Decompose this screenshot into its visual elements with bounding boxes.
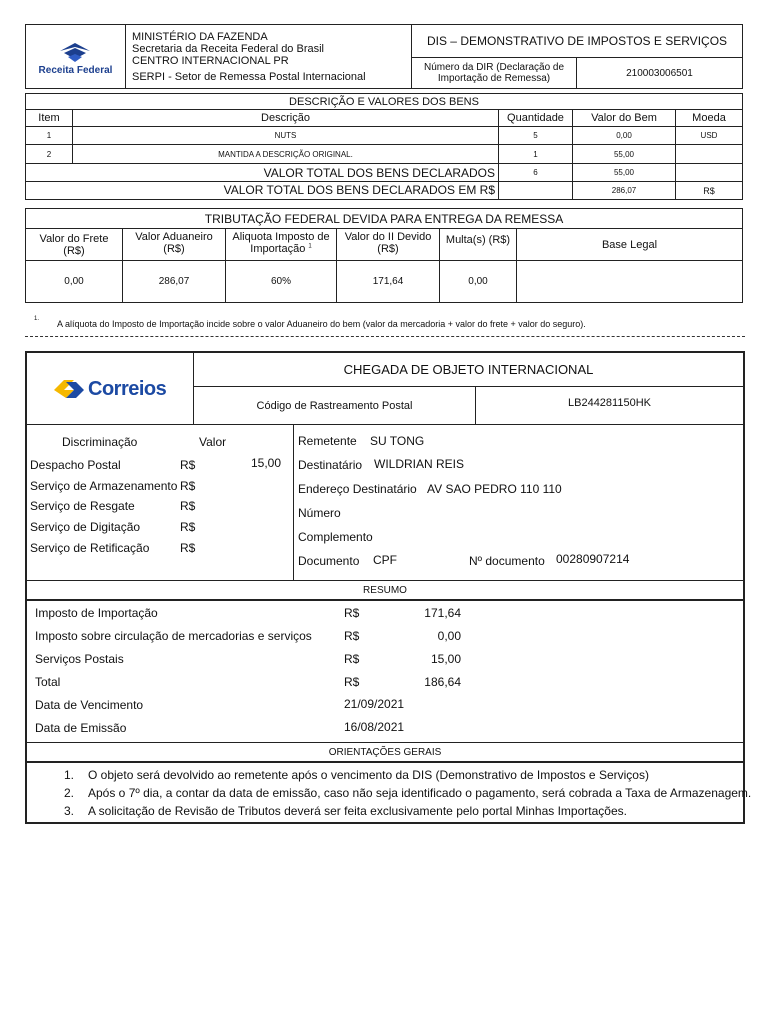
resumo-row-3-currency: R$ xyxy=(344,652,360,666)
goods-header-desc: Descrição xyxy=(72,109,499,127)
tax-frete-value: 0,00 xyxy=(25,260,123,303)
goods-total-currency xyxy=(675,163,743,182)
goods-row-1-item: 1 xyxy=(25,126,73,145)
doc-title: DIS – DEMONSTRATIVO DE IMPOSTOS E SERVIÇOS xyxy=(411,24,743,58)
goods-total-qty: 6 xyxy=(498,163,573,182)
tracking-label: Código de Rastreamento Postal xyxy=(256,399,413,412)
tax-header-aduaneiro xyxy=(122,228,226,261)
services-header-discriminacao: Discriminação xyxy=(62,435,138,449)
service-3-label: Serviço de Resgate xyxy=(30,499,135,513)
footnote-mark: 1. xyxy=(34,316,40,322)
dir-number: 210003006501 xyxy=(576,57,743,89)
tax-header-multa: Multa(s) (R$) xyxy=(439,228,517,261)
service-5-label: Serviço de Retificação xyxy=(30,541,150,555)
goods-total-brl-label: VALOR TOTAL DOS BENS DECLARADOS EM R$ xyxy=(25,181,499,200)
service-1-currency: R$ xyxy=(180,458,196,472)
resumo-title: RESUMO xyxy=(363,584,407,596)
tax-title: TRIBUTAÇÃO FEDERAL DEVIDA PARA ENTREGA DA REMESSA xyxy=(25,208,743,229)
orientacao-1-number: 1. xyxy=(64,768,75,782)
resumo-title-rule xyxy=(27,599,743,601)
resumo-row-4-label: Total xyxy=(35,675,61,689)
endereco-label: Endereço Destinatário xyxy=(298,482,417,496)
goods-header-value: Valor do Bem xyxy=(572,109,676,127)
orientacao-1-text: O objeto será devolvido ao remetente após o vencimento da DIS (Demonstrativo de Impostos e Serviços) xyxy=(88,768,649,782)
orientacao-3-number: 3. xyxy=(64,804,75,818)
tax-header-frete-2: (R$) xyxy=(63,245,85,257)
correios-logo-text: Correios xyxy=(88,378,167,400)
tax-aduaneiro-value: 286,07 xyxy=(122,260,226,303)
documento-value: CPF xyxy=(373,553,397,567)
tax-aliquota-value: 60% xyxy=(225,260,337,303)
goods-header-item: Item xyxy=(25,109,73,127)
service-3-currency: R$ xyxy=(180,499,196,513)
tax-header-aliquota xyxy=(225,228,337,261)
tax-header-aduaneiro-2: (R$) xyxy=(163,243,185,255)
tax-header-aliquota-sup: 1 xyxy=(308,243,312,250)
goods-header-qty: Quantidade xyxy=(498,109,573,127)
receita-federal-logo-text: Receita Federal xyxy=(38,65,113,76)
footnote-text: A alíquota do Imposto de Importação incide sobre o valor Aduaneiro do bem (valor da mercadoria + valor do frete + valor do seguro). xyxy=(57,319,586,329)
service-4-currency: R$ xyxy=(180,520,196,534)
goods-row-1-desc: NUTS xyxy=(72,126,499,145)
destinatario-label: Destinatário xyxy=(298,458,363,472)
service-2-label: Serviço de Armazenamento xyxy=(30,479,178,493)
orientacao-3-text: A solicitação de Revisão de Tributos deverá ser feita exclusivamente pelo portal Minhas Importações. xyxy=(88,804,627,818)
correios-logo-icon xyxy=(52,378,86,402)
dir-label xyxy=(411,57,577,89)
service-1-label: Despacho Postal xyxy=(30,458,121,472)
destinatario-value: WILDRIAN REIS xyxy=(374,457,465,471)
resumo-row-2-value: 0,00 xyxy=(437,629,461,643)
goods-total-brl-qty xyxy=(498,181,573,200)
header-org-box xyxy=(125,24,412,89)
dir-label-line-2: Importação de Remessa) xyxy=(437,73,551,84)
correios-logo xyxy=(52,376,182,406)
tracking-code: LB244281150HK xyxy=(568,397,651,409)
goods-row-2-qty: 1 xyxy=(498,144,573,164)
cut-line xyxy=(25,336,745,337)
goods-row-1-currency: USD xyxy=(675,126,743,145)
tax-header-aduaneiro-1: Valor Aduaneiro xyxy=(135,231,213,243)
tax-multa-value: 0,00 xyxy=(439,260,517,303)
vencimento-label: Data de Vencimento xyxy=(35,698,144,712)
remetente-label: Remetente xyxy=(298,434,357,448)
orientacoes-title: ORIENTAÇÕES GERAIS xyxy=(328,746,442,758)
tax-base-legal-value xyxy=(516,260,743,303)
goods-row-2-desc: MANTIDA A DESCRIÇÃO ORIGINAL. xyxy=(72,144,499,164)
resumo-row-2-currency: R$ xyxy=(344,629,360,643)
tax-header-ii xyxy=(336,228,440,261)
tax-header-ii-1: Valor do II Devido xyxy=(344,231,432,243)
goods-total-value: 55,00 xyxy=(572,163,676,182)
dir-label-line-1: Número da DIR (Declaração de xyxy=(423,62,565,73)
service-1-value: 15,00 xyxy=(251,456,282,470)
documento-label: Documento xyxy=(298,554,360,568)
correios-title: CHEGADA DE OBJETO INTERNACIONAL xyxy=(343,362,594,377)
header-logo-box xyxy=(25,24,126,89)
resumo-row-3-value: 15,00 xyxy=(430,652,461,666)
goods-row-2-item: 2 xyxy=(25,144,73,164)
ndoc-value: 00280907214 xyxy=(556,552,630,566)
services-header-valor: Valor xyxy=(199,435,227,449)
goods-total-label: VALOR TOTAL DOS BENS DECLARADOS xyxy=(25,163,499,182)
ndoc-label: Nº documento xyxy=(469,554,545,568)
tax-header-frete xyxy=(25,228,123,261)
emissao-value: 16/08/2021 xyxy=(344,720,405,734)
recipient-panel xyxy=(294,425,743,580)
goods-total-brl-value: 286,07 xyxy=(572,181,676,200)
goods-header-currency: Moeda xyxy=(675,109,743,127)
service-4-label: Serviço de Digitação xyxy=(30,520,141,534)
goods-total-brl-currency: R$ xyxy=(675,181,743,200)
resumo-row-3-label: Serviços Postais xyxy=(35,652,124,666)
numero-label: Número xyxy=(298,506,341,520)
tax-header-base-legal: Base Legal xyxy=(516,228,743,261)
goods-row-2-value: 55,00 xyxy=(572,144,676,164)
endereco-value: AV SAO PEDRO 110 110 xyxy=(427,482,562,496)
resumo-row-4-value: 186,64 xyxy=(424,675,461,689)
org-line-1: MINISTÉRIO DA FAZENDA xyxy=(132,31,268,43)
tax-header-frete-1: Valor do Frete xyxy=(39,233,109,245)
remetente-value: SU TONG xyxy=(370,434,425,448)
orientacoes-title-rule xyxy=(27,761,743,763)
vencimento-value: 21/09/2021 xyxy=(344,697,405,711)
resumo-row-1-label: Imposto de Importação xyxy=(35,606,158,620)
services-panel xyxy=(27,425,293,580)
tax-header-aliquota-1: Aliquota Imposto de xyxy=(232,231,330,243)
orientacao-2-number: 2. xyxy=(64,786,75,800)
complemento-label: Complemento xyxy=(298,530,373,544)
emissao-label: Data de Emissão xyxy=(35,721,127,735)
tax-header-ii-2: (R$) xyxy=(377,243,399,255)
receita-federal-logo-icon xyxy=(58,39,92,65)
service-2-currency: R$ xyxy=(180,479,196,493)
resumo-row-4-currency: R$ xyxy=(344,675,360,689)
goods-row-2-currency xyxy=(675,144,743,164)
goods-title: DESCRIÇÃO E VALORES DOS BENS xyxy=(25,93,743,110)
org-line-3: CENTRO INTERNACIONAL PR xyxy=(132,55,289,68)
orientacao-2-text: Após o 7º dia, a contar da data de emissão, caso não seja identificado o pagamento, será cobrada a Taxa de Armazenagem. xyxy=(88,786,752,800)
tax-header-aliquota-2: Importação xyxy=(250,243,306,255)
org-line-2: Secretaria da Receita Federal do Brasil xyxy=(132,43,324,56)
resumo-row-1-value: 171,64 xyxy=(424,606,461,620)
service-5-currency: R$ xyxy=(180,541,196,555)
resumo-row-1-currency: R$ xyxy=(344,606,360,620)
resumo-row-2-label: Imposto sobre circulação de mercadorias e serviços xyxy=(35,629,312,643)
tax-ii-value: 171,64 xyxy=(336,260,440,303)
org-line-4: SERPI - Setor de Remessa Postal Internacional xyxy=(132,71,366,84)
goods-row-1-qty: 5 xyxy=(498,126,573,145)
goods-row-1-value: 0,00 xyxy=(572,126,676,145)
